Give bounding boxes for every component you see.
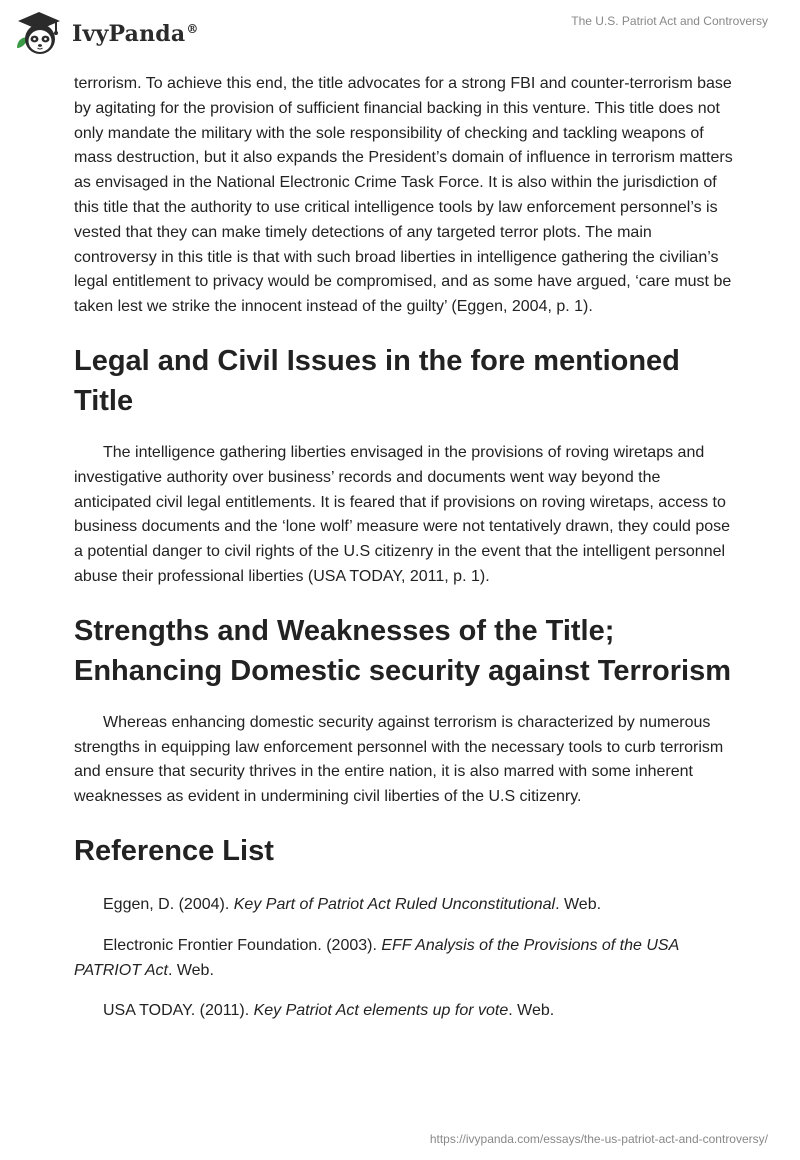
page-header <box>0 0 800 70</box>
section-heading-strengths-weaknesses: Strengths and Weaknesses of the Title; Enhancing Domestic security against Terrorism <box>74 614 731 687</box>
reference-item: USA TODAY. (2011). Key Patriot Act elements up for vote. Web. <box>103 1002 555 1020</box>
section-paragraph-strengths-weaknesses: Whereas enhancing domestic security against terrorism is characterized by numerous strengths in equipping law enforcement personnel with the necessary tools to curb terrorism and ensure that security thrives in the entire nation, it is also marred with some inherent weaknesses as evident in undermining civil liberties of the U.S citizenry. <box>74 713 724 806</box>
intro-paragraph: terrorism. To achieve this end, the title advocates for a strong FBI and counter-terrorism base by agitating for the provision of sufficient financial backing in this venture. This title does not only mandate the military with the sole responsibility of checking and tackling weapons of mass destruction, but it also expands the President’s domain of influence in terrorism matters as envisaged in the National Electronic Crime Task Force. It is also within the jurisdiction of this title that the authority to use critical intelligence tools by law enforcement personnel’s is vested that they can make timely detections of any targeted terror plots. The main controversy in this title is that with such broad liberties in intelligence gathering the civilian’s legal entitlement to privacy would be compromised, and as some have argued, ‘care must be taken lest we strike the innocent instead of the guilty’ (Eggen, 2004, p. 1). <box>74 75 733 316</box>
registered-mark: ® <box>186 21 199 36</box>
reference-title: Key Part of Patriot Act Ruled Unconstitutional <box>233 895 556 913</box>
ivypanda-logo[interactable] <box>14 8 199 58</box>
reference-item: Electronic Frontier Foundation. (2003). EFF Analysis of the Provisions of the USA PATRIOT Act. Web. <box>74 936 679 979</box>
reference-list-heading: Reference List <box>74 834 274 867</box>
document-title: The U.S. Patriot Act and Controversy <box>571 14 768 28</box>
reference-item: Eggen, D. (2004). Key Part of Patriot Act Ruled Unconstitutional. Web. <box>103 895 602 913</box>
source-url-link[interactable]: https://ivypanda.com/essays/the-us-patriot-act-and-controversy/ <box>429 1132 768 1146</box>
section-heading-legal-civil: Legal and Civil Issues in the fore mentioned Title <box>74 344 680 417</box>
essay-content <box>74 72 734 1040</box>
reference-title: Key Patriot Act elements up for vote <box>253 1002 509 1020</box>
panda-graduate-icon <box>14 8 64 58</box>
brand-name: IvyPanda® <box>72 21 199 47</box>
section-paragraph-legal-civil: The intelligence gathering liberties envisaged in the provisions of roving wiretaps and investigative authority over business’ records and documents went way beyond the anticipated civil legal entitlements. It is feared that if provisions on roving wiretaps, access to business documents and the ‘lone wolf’ measure were not tentatively drawn, they could pose a potential danger to civil rights of the U.S citizenry in the event that the intelligent personnel abuse their professional liberties (USA TODAY, 2011, p. 1). <box>74 443 731 585</box>
reference-title: EFF Analysis of the Provisions of the USA PATRIOT Act <box>74 936 679 979</box>
